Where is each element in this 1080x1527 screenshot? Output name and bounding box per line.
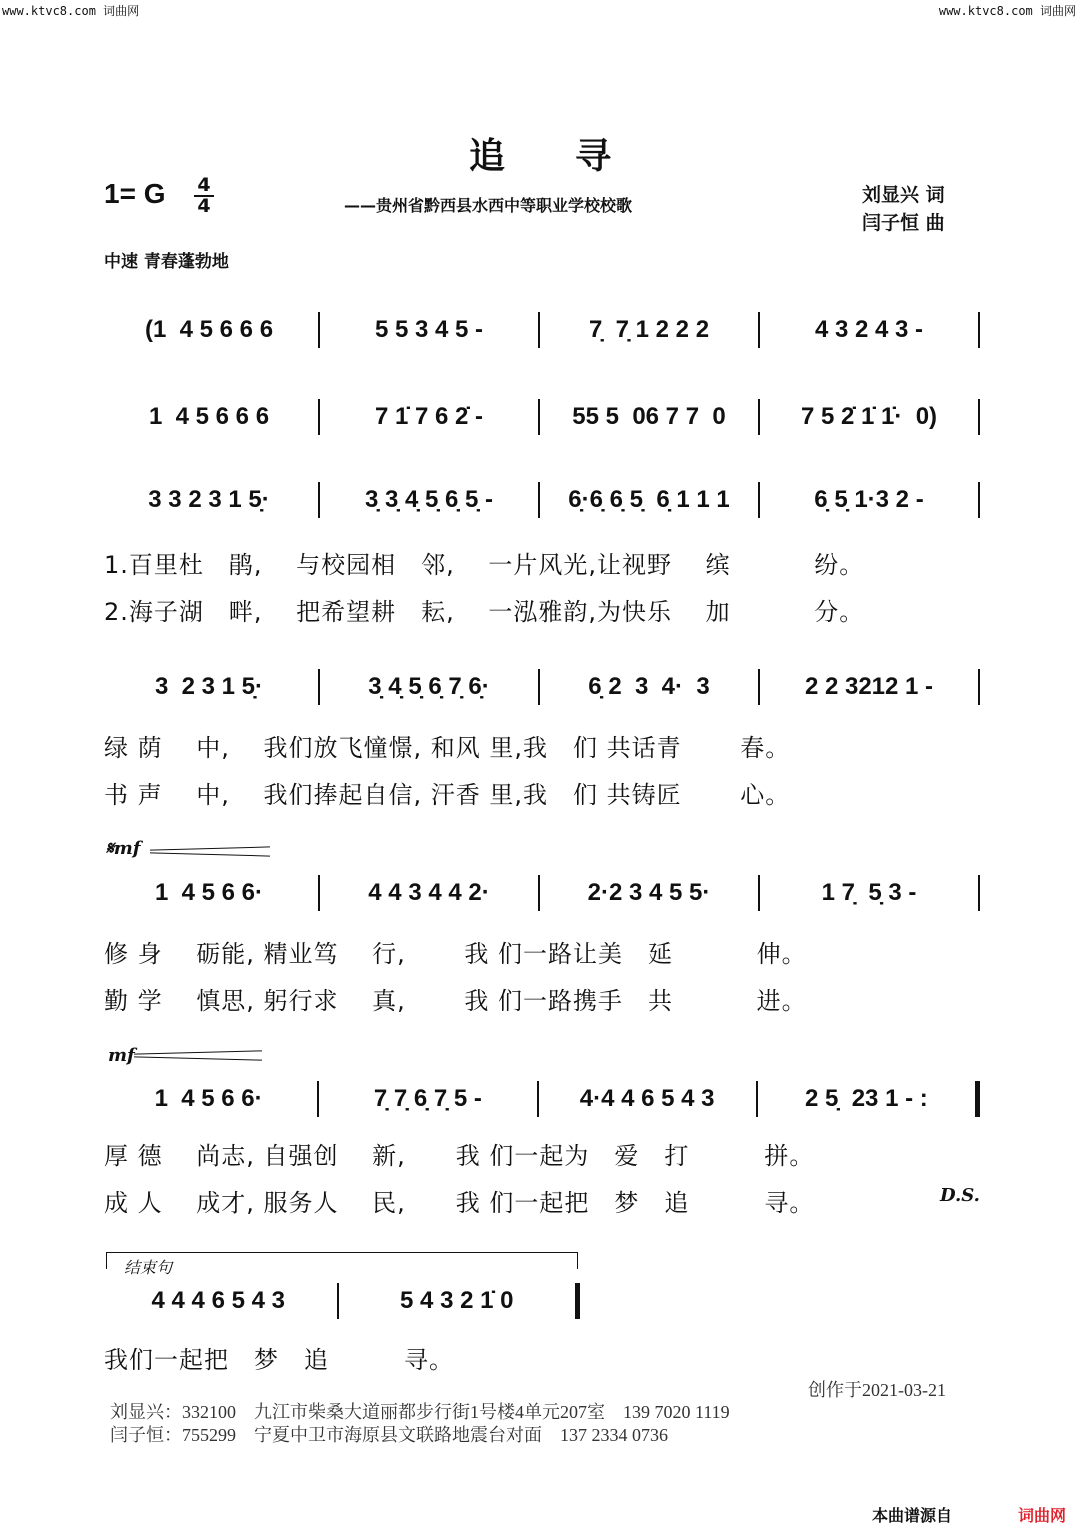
measure: 1 4 5 6 6· xyxy=(154,1085,263,1112)
measure: 1 4 5 6 6· xyxy=(154,879,264,906)
creation-date: 创作于2021-03-21 xyxy=(808,1380,946,1400)
measure: 1 4 5 6 6 6 xyxy=(148,403,270,430)
measure: (1 4 5 6 6 6 xyxy=(144,316,274,343)
notation-row xyxy=(100,310,980,350)
measure: 4·4 4 6 5 4 3 xyxy=(579,1085,715,1112)
lyricist: 刘显兴 词 xyxy=(862,184,945,206)
measure: 1 7̣ 5̣ 3 - xyxy=(821,879,917,906)
measure: 5 5 3 4 5 - xyxy=(374,316,484,343)
notation-row xyxy=(100,397,980,437)
dynamic-mark: mf xyxy=(108,1045,135,1066)
notation-row xyxy=(100,667,980,707)
measure: 4 3 2 4 3 - xyxy=(814,316,924,343)
time-signature xyxy=(194,176,214,216)
contact-lyricist: 刘显兴：332100 九江市柴桑大道丽都步行街1号楼4单元207室 139 7020 1119 xyxy=(110,1402,730,1422)
footer-source: 本曲谱源自 xyxy=(872,1506,953,1525)
measure: 7 5 2̇ 1̇ 1̇· 0) xyxy=(800,403,938,430)
subtitle: ——贵州省黔西县水西中等职业学校校歌 xyxy=(344,196,633,215)
notation-row xyxy=(100,873,980,913)
measure: 4 4 4 6 5 4 3 xyxy=(151,1287,285,1314)
lyric-line: 勤 学 慎思, 躬行求 真, 我 们一路携手 共 进。 xyxy=(104,987,807,1015)
lyric-line: 1.百里杜 鹃, 与校园相 邻, 一片风光,让视野 缤 纷。 xyxy=(104,551,865,579)
ds-mark: D.S. xyxy=(940,1185,980,1206)
measure: 4 4 3 4 4 2· xyxy=(368,879,490,906)
barline xyxy=(575,1283,580,1319)
measure: 7 1̇ 7 6 2̇ - xyxy=(374,403,484,430)
tempo-marking: 中速 青春蓬勃地 xyxy=(104,252,229,272)
lyric-line: 绿 荫 中, 我们放飞憧憬, 和风 里,我 们 共话青 春。 xyxy=(104,734,791,762)
song-title: 追寻 xyxy=(468,135,681,177)
measure: 6̣·6̣ 6̣ 5̣ 6̣ 1 1 1 xyxy=(568,486,730,513)
watermark-right: www.ktvc8.com 词曲网 xyxy=(938,4,1076,18)
lyric-line: 2.海子湖 畔, 把希望耕 耘, 一泓雅韵,为快乐 加 分。 xyxy=(104,598,865,626)
measure: 7̣ 7̣ 1 2 2 2 xyxy=(588,316,710,343)
crescendo-line xyxy=(150,852,270,856)
time-top: 4 xyxy=(197,174,211,196)
barline xyxy=(978,482,980,518)
ending-label: 结束句 xyxy=(124,1258,173,1277)
measure: 6̣ 2 3 4· 3 xyxy=(588,673,710,700)
lyric-line: 成 人 成才, 服务人 民, 我 们一起把 梦 追 寻。 xyxy=(104,1189,815,1217)
crescendo-line xyxy=(134,1056,262,1060)
watermark-left: www.ktvc8.com 词曲网 xyxy=(2,4,140,18)
measure: 6̣ 5̣ 1·3 2 - xyxy=(814,486,924,513)
barline xyxy=(978,399,980,435)
measure: 3 3 2 3 1 5̣· xyxy=(148,486,270,513)
crescendo-line xyxy=(134,1050,262,1054)
lyric-line: 厚 德 尚志, 自强创 新, 我 们一起为 爱 打 拼。 xyxy=(104,1142,815,1170)
time-bottom: 4 xyxy=(194,195,214,216)
notation-row xyxy=(100,1079,980,1119)
barline xyxy=(978,669,980,705)
footer-brand: 词曲网 xyxy=(1018,1506,1067,1525)
ending-bracket xyxy=(106,1252,578,1269)
segno-dynamic: 𝄋mf xyxy=(106,838,141,859)
measure: 2·2 3 4 5 5· xyxy=(587,879,711,906)
lyric-line: 我们一起把 梦 追 寻。 xyxy=(104,1346,454,1374)
measure: 3 2 3 1 5̣· xyxy=(154,673,264,700)
lyric-line: 修 身 砺能, 精业笃 行, 我 们一路让美 延 伸。 xyxy=(104,940,807,968)
measure: 2 2 3212 1 - xyxy=(804,673,934,700)
lyric-line: 书 声 中, 我们捧起自信, 汗香 里,我 们 共铸匠 心。 xyxy=(104,781,791,809)
measure: 5 4 3 2 1̇ 0 xyxy=(400,1287,514,1314)
crescendo-line xyxy=(150,846,270,850)
key-signature: 1= G xyxy=(104,178,166,209)
barline xyxy=(978,312,980,348)
contact-composer: 闫子恒：755299 宁夏中卫市海原县文联路地震台对面 137 2334 0736 xyxy=(110,1425,668,1445)
notation-row xyxy=(100,480,980,520)
measure: 7̣ 7̣ 6̣ 7̣ 5 - xyxy=(373,1085,482,1112)
measure: 3̣ 4̣ 5̣ 6̣ 7̣ 6̣· xyxy=(368,673,490,700)
measure: 55 5 06 7 7 0 xyxy=(572,403,726,430)
barline xyxy=(978,875,980,911)
barline xyxy=(975,1081,980,1117)
composer: 闫子恒 曲 xyxy=(862,212,945,234)
measure: 2 5̣ 23 1 - : xyxy=(805,1085,928,1112)
notation-row xyxy=(100,1281,580,1321)
measure: 3̣ 3̣ 4̣ 5̣ 6̣ 5̣ - xyxy=(364,486,494,513)
